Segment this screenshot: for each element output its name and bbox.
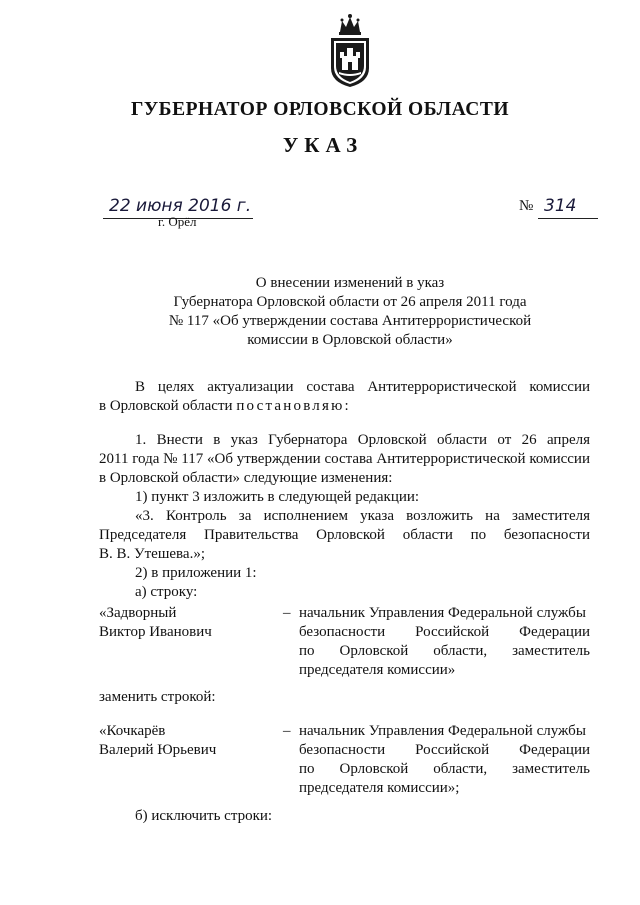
position-line: председателя комиссии»	[299, 662, 456, 678]
item-1-line: 1. Внести в указ Губернатора Орловской области от 26 апреля	[135, 432, 590, 448]
item-1-line: 2011 года № 117 «Об утверждении состава Антитеррористической комиссии	[99, 451, 590, 467]
city-label: г. Орёл	[158, 214, 197, 229]
item-1	[99, 431, 590, 602]
handwritten-number: 314	[544, 196, 577, 216]
dash-separator: –	[283, 605, 291, 621]
issuer-title: ГУБЕРНАТОР ОРЛОВСКОЙ ОБЛАСТИ	[130, 99, 510, 120]
position-line: безопасности Российской Федерации	[299, 742, 590, 758]
replace-with-label: заменить строкой:	[99, 689, 216, 705]
dash-separator: –	[283, 723, 291, 739]
member-position	[299, 604, 590, 680]
number-label: №	[519, 198, 534, 214]
position-line: начальник Управления Федеральной службы	[299, 723, 586, 739]
item-1-sub-1: 1) пункт 3 изложить в следующей редакции:	[135, 489, 420, 505]
member-name	[99, 604, 269, 642]
number-field	[538, 196, 598, 219]
item-1-sub-2b: б) исключить строки:	[135, 808, 273, 824]
member-given-names: Виктор Иванович	[99, 624, 212, 640]
document-subject	[100, 274, 600, 350]
item-1-quote-line: «3. Контроль за исполнением указа возложить на заместителя	[135, 508, 590, 524]
member-position	[299, 722, 590, 798]
preamble-colon: :	[344, 398, 349, 414]
position-line: председателя комиссии»;	[299, 780, 460, 796]
position-line: по Орловской области, заместитель	[299, 643, 590, 659]
subject-line: № 117 «Об утверждении состава Антитеррористической	[168, 313, 532, 329]
item-1-line: в Орловской области» следующие изменения:	[99, 470, 393, 486]
preamble-text: в Орловской области	[99, 398, 237, 414]
subject-line: О внесении изменений в указ	[255, 275, 445, 291]
member-surname: «Задворный	[99, 605, 177, 621]
item-1-quote-line: В. В. Утешева.»;	[99, 546, 206, 562]
member-given-names: Валерий Юрьевич	[99, 742, 217, 758]
position-line: безопасности Российской Федерации	[299, 624, 590, 640]
position-line: по Орловской области, заместитель	[299, 761, 590, 777]
preamble	[99, 378, 590, 416]
preamble-decree-word: постановляю	[236, 398, 345, 414]
item-1-quote-line: Председателя Правительства Орловской области по безопасности	[99, 527, 590, 543]
item-1-sub-2: 2) в приложении 1:	[135, 565, 257, 581]
preamble-line	[99, 397, 590, 416]
preamble-line: В целях актуализации состава Антитеррористической комиссии	[135, 379, 590, 395]
document-type: УКАЗ	[282, 133, 364, 157]
position-line: начальник Управления Федеральной службы	[299, 605, 586, 621]
item-1-sub-2a: а) строку:	[135, 584, 198, 600]
handwritten-date: 22 июня 2016 г.	[109, 196, 252, 216]
subject-line: Губернатора Орловской области от 26 апреля 2011 года	[173, 294, 527, 310]
member-name	[99, 722, 269, 760]
subject-line: комиссии в Орловской области»	[247, 332, 453, 348]
member-surname: «Кочкарёв	[99, 723, 166, 739]
coat-of-arms-emblem	[327, 12, 373, 88]
